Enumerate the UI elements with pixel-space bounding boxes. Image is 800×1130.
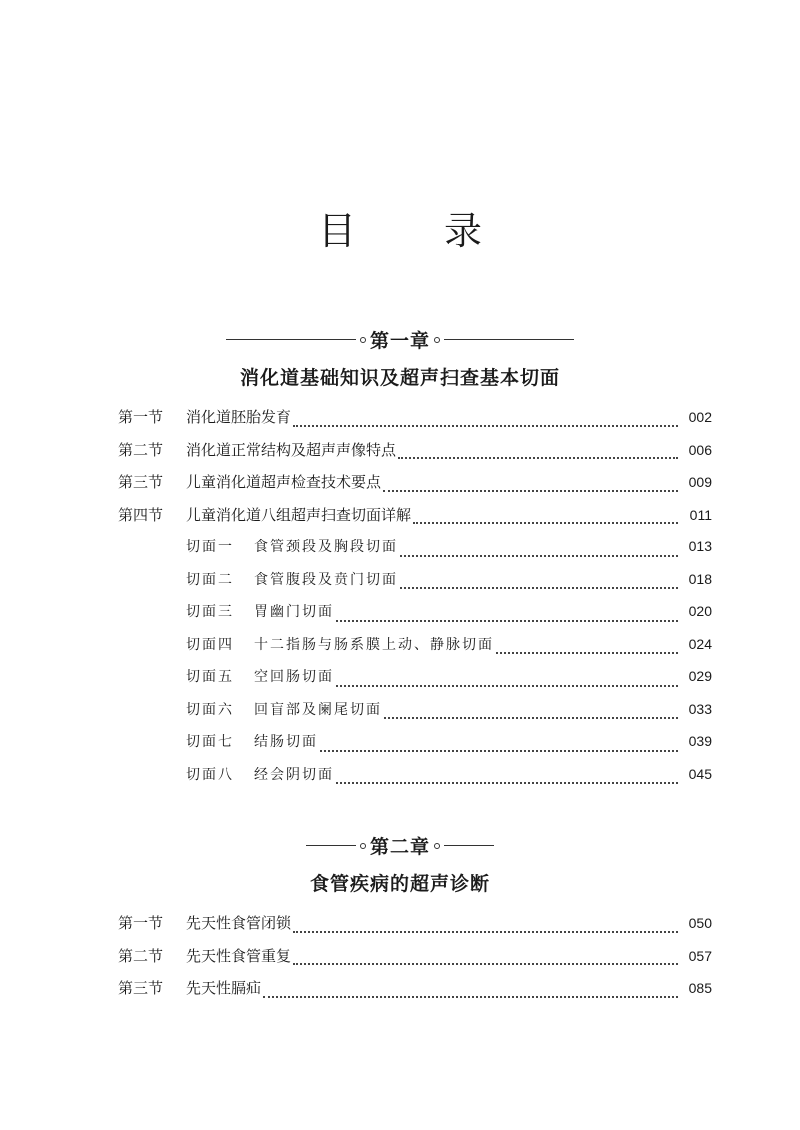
chapter-label: 第二章 bbox=[369, 836, 430, 858]
chapter-title: 消化道基础知识及超声扫查基本切面 bbox=[239, 367, 560, 389]
toc-entry[interactable] bbox=[118, 504, 712, 537]
toc-sub-entry[interactable] bbox=[118, 764, 712, 797]
chapter-1-heading bbox=[0, 326, 800, 390]
dot-leader bbox=[293, 962, 678, 965]
section-label: 第二节 bbox=[118, 440, 164, 459]
entry-title: 空回肠切面 bbox=[254, 669, 334, 685]
sub-section-label: 切面二 bbox=[186, 571, 234, 588]
entry-title: 儿童消化道八组超声扫查切面详解 bbox=[186, 505, 412, 524]
page-number: 029 bbox=[688, 668, 712, 684]
chapter-title: 食管疾病的超声诊断 bbox=[309, 873, 490, 895]
entry-title: 先天性食管重复 bbox=[186, 946, 292, 965]
entry-title: 先天性食管闭锁 bbox=[186, 914, 292, 932]
dot-leader bbox=[496, 651, 678, 654]
decor-rule-right bbox=[444, 339, 574, 340]
page-number: 024 bbox=[688, 635, 712, 652]
page-number: 009 bbox=[688, 474, 712, 490]
section-label: 第三节 bbox=[118, 979, 164, 997]
toc-entry[interactable] bbox=[118, 977, 712, 1010]
page-number: 020 bbox=[688, 603, 712, 619]
page-number: 085 bbox=[688, 980, 712, 996]
decor-dot-left bbox=[360, 337, 366, 343]
entry-title: 食管腹段及贲门切面 bbox=[254, 571, 398, 588]
dot-leader bbox=[293, 424, 678, 427]
entry-title: 回盲部及阑尾切面 bbox=[254, 701, 382, 718]
toc-entry[interactable] bbox=[118, 945, 712, 978]
entry-title: 十二指肠与肠系膜上动、静脉切面 bbox=[254, 636, 494, 653]
entry-title: 食管颈段及胸段切面 bbox=[254, 539, 398, 555]
chapter-2-toc bbox=[118, 912, 712, 1010]
sub-section-label: 切面四 bbox=[186, 636, 234, 653]
decor-rule-left bbox=[226, 339, 356, 340]
toc-sub-entry[interactable] bbox=[118, 666, 712, 699]
toc-sub-entry[interactable] bbox=[118, 699, 712, 732]
toc-entry[interactable] bbox=[118, 471, 712, 504]
entry-title: 消化道正常结构及超声声像特点 bbox=[186, 440, 397, 459]
toc-sub-entry[interactable] bbox=[118, 731, 712, 764]
page-number: 018 bbox=[688, 570, 712, 587]
sub-section-label: 切面七 bbox=[186, 734, 234, 750]
section-label: 第二节 bbox=[118, 946, 164, 965]
dot-leader bbox=[263, 995, 678, 998]
page-number: 050 bbox=[688, 915, 712, 931]
toc-sub-entry[interactable] bbox=[118, 601, 712, 634]
entry-title: 结肠切面 bbox=[254, 734, 318, 750]
sub-section-label: 切面三 bbox=[186, 604, 234, 620]
chapter-label: 第一章 bbox=[369, 330, 430, 352]
page-number: 039 bbox=[688, 733, 712, 749]
dot-leader bbox=[383, 489, 678, 492]
section-label: 第四节 bbox=[118, 505, 164, 524]
sub-section-label: 切面八 bbox=[186, 766, 234, 783]
decor-dot-left bbox=[360, 843, 366, 849]
sub-section-label: 切面五 bbox=[186, 669, 234, 685]
dot-leader bbox=[336, 684, 678, 687]
dot-leader bbox=[400, 586, 678, 589]
chapter-2-heading bbox=[0, 832, 800, 896]
dot-leader bbox=[384, 716, 678, 719]
dot-leader bbox=[320, 749, 678, 752]
page-number: 002 bbox=[688, 409, 712, 425]
chapter-1-toc bbox=[118, 406, 712, 796]
decor-rule-right bbox=[444, 845, 494, 846]
toc-entry[interactable] bbox=[118, 912, 712, 945]
sub-section-label: 切面六 bbox=[186, 701, 234, 718]
decor-dot-right bbox=[434, 337, 440, 343]
toc-sub-entry[interactable] bbox=[118, 634, 712, 667]
decor-dot-right bbox=[434, 843, 440, 849]
entry-title: 先天性膈疝 bbox=[186, 979, 262, 997]
dot-leader bbox=[336, 619, 678, 622]
entry-title: 消化道胚胎发育 bbox=[186, 408, 292, 426]
section-label: 第三节 bbox=[118, 473, 164, 491]
toc-entry[interactable] bbox=[118, 439, 712, 472]
page-number: 013 bbox=[688, 538, 712, 554]
page-number: 057 bbox=[688, 947, 712, 964]
sub-section-label: 切面一 bbox=[186, 539, 234, 555]
page-number: 006 bbox=[688, 441, 712, 458]
dot-leader bbox=[413, 521, 678, 524]
dot-leader bbox=[400, 554, 678, 557]
toc-entry[interactable] bbox=[118, 406, 712, 439]
page-number: 045 bbox=[688, 765, 712, 782]
dot-leader bbox=[398, 456, 678, 459]
toc-sub-entry[interactable] bbox=[118, 569, 712, 602]
dot-leader bbox=[336, 781, 678, 784]
section-label: 第一节 bbox=[118, 914, 164, 932]
entry-title: 胃幽门切面 bbox=[254, 604, 334, 620]
toc-sub-entry[interactable] bbox=[118, 536, 712, 569]
page-title: 目 录 bbox=[317, 209, 521, 253]
page-number: 011 bbox=[689, 506, 712, 523]
dot-leader bbox=[293, 930, 678, 933]
decor-rule-left bbox=[306, 845, 356, 846]
entry-title: 经会阴切面 bbox=[254, 766, 334, 783]
page-number: 033 bbox=[688, 700, 712, 717]
entry-title: 儿童消化道超声检查技术要点 bbox=[186, 473, 382, 491]
section-label: 第一节 bbox=[118, 408, 164, 426]
